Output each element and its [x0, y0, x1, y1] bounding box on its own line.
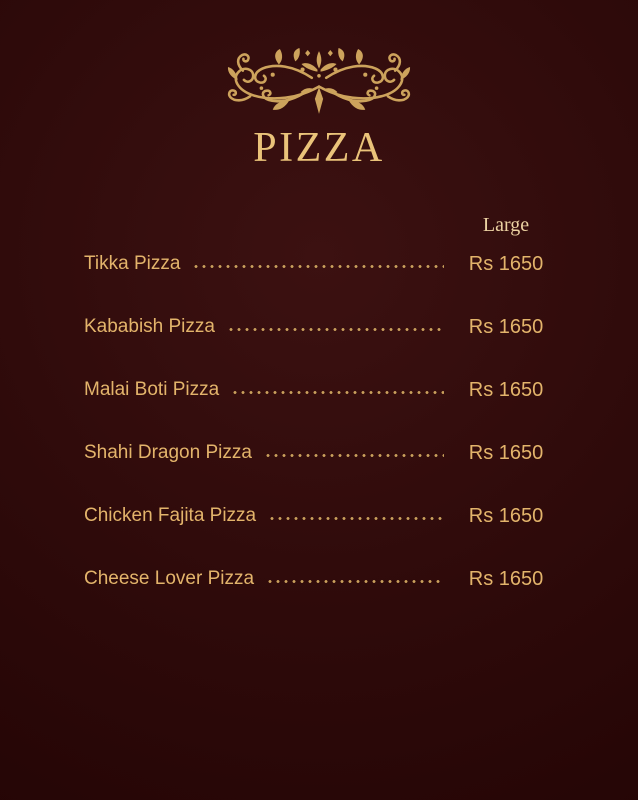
- dotted-leader: [264, 454, 444, 457]
- item-name: Tikka Pizza: [84, 253, 181, 274]
- dotted-leader: [227, 328, 444, 331]
- item-price: Rs 1650: [468, 504, 544, 527]
- item-name: Cheese Lover Pizza: [84, 568, 255, 589]
- menu-row-malai-boti-pizza: [84, 377, 554, 403]
- dotted-leader: [268, 517, 444, 520]
- item-name: Chicken Fajita Pizza: [84, 505, 257, 526]
- floral-flourish-icon: [214, 48, 424, 120]
- menu-row-cheese-lover-pizza: [84, 566, 554, 592]
- menu-row-chicken-fajita-pizza: [84, 503, 554, 529]
- page-title: PIZZA: [253, 125, 385, 171]
- item-name: Shahi Dragon Pizza: [84, 442, 252, 463]
- dotted-leader: [192, 265, 444, 268]
- menu-row-kababish-pizza: [84, 314, 554, 340]
- size-column-header: Large: [482, 214, 530, 236]
- dotted-leader: [266, 580, 444, 583]
- item-name: Kababish Pizza: [84, 316, 215, 337]
- item-price: Rs 1650: [468, 378, 544, 401]
- menu-row-shahi-dragon-pizza: [84, 440, 554, 466]
- item-price: Rs 1650: [468, 567, 544, 590]
- page-header: [0, 0, 638, 172]
- item-price: Rs 1650: [468, 315, 544, 338]
- menu-list: [84, 214, 554, 592]
- dotted-leader: [231, 391, 444, 394]
- item-price: Rs 1650: [468, 252, 544, 275]
- item-name: Malai Boti Pizza: [84, 379, 220, 400]
- item-price: Rs 1650: [468, 441, 544, 464]
- size-header-row: [84, 214, 554, 237]
- menu-row-tikka-pizza: [84, 251, 554, 277]
